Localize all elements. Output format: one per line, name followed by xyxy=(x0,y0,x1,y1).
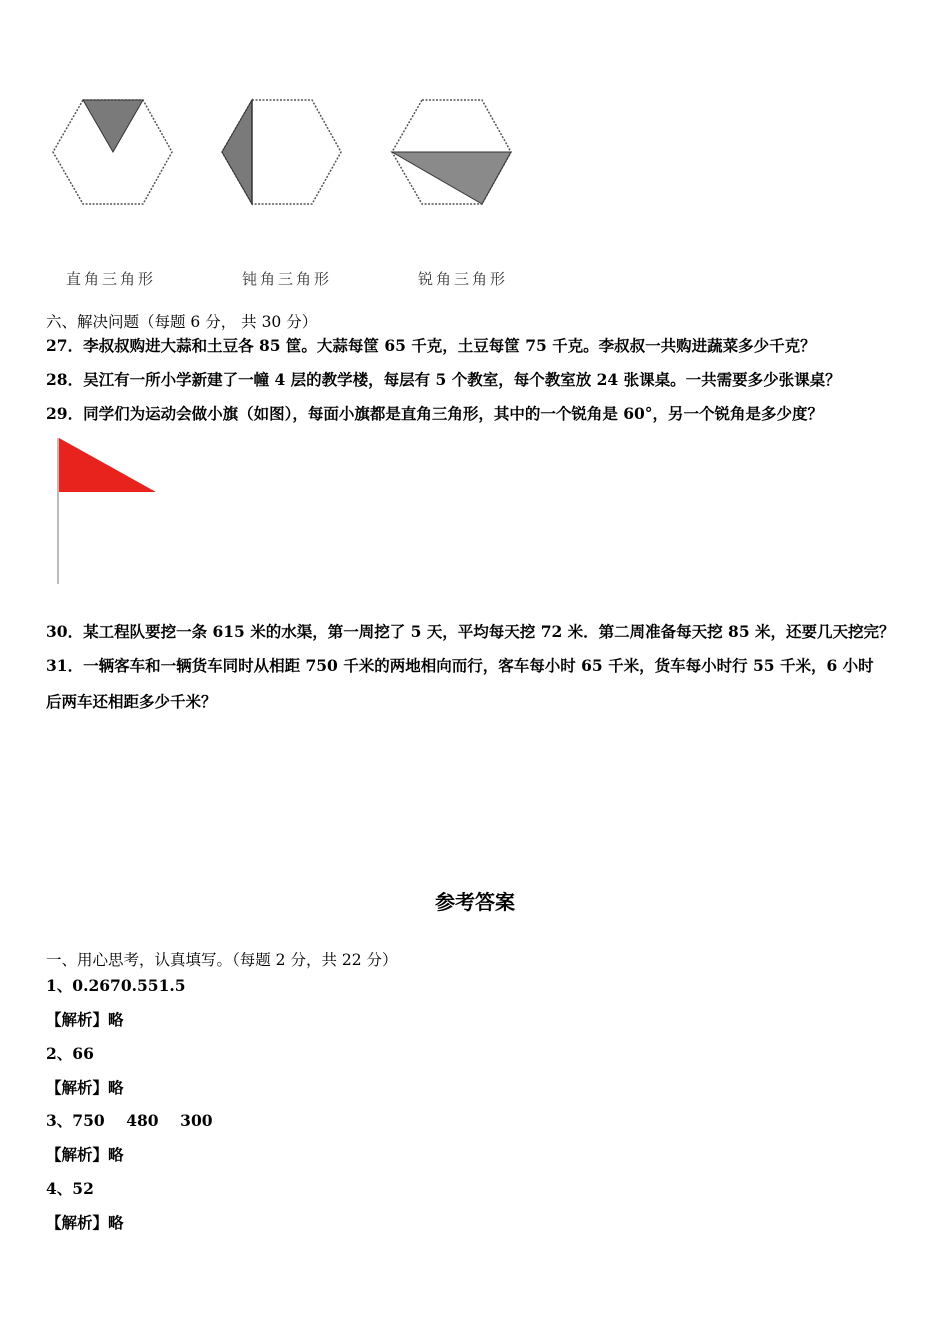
hexagon-figures xyxy=(0,0,950,300)
answer-2: 2、66 xyxy=(46,1044,94,1063)
answers-title: 参考答案 xyxy=(435,890,515,914)
question-30: 30．某工程队要挖一条 615 米的水渠，第一周挖了 5 天，平均每天挖 72 米．第二周准备每天挖 85 米，还要几天挖完？ xyxy=(46,622,895,641)
analysis-3: 【解析】略 xyxy=(46,1145,124,1164)
question-28: 28．吴江有一所小学新建了一幢 4 层的教学楼，每层有 5 个教室，每个教室放 24 张课桌。一共需要多少张课桌？ xyxy=(46,370,841,389)
answer-1: 1、0.2670.551.5 xyxy=(46,976,186,995)
section6-heading: 六、解决问题（每题 6 分， 共 30 分） xyxy=(46,313,318,331)
figure-label-right: 直角三角形 xyxy=(66,270,157,288)
answer-3: 3、750 480 300 xyxy=(46,1111,213,1130)
hexagon-figure-right-triangle xyxy=(53,100,172,204)
analysis-2: 【解析】略 xyxy=(46,1078,124,1097)
question-31-line1: 31．一辆客车和一辆货车同时从相距 750 千米的两地相向而行，客车每小时 65 千米，货车每小时行 55 千米，6 小时 xyxy=(46,656,874,675)
analysis-1: 【解析】略 xyxy=(46,1010,124,1029)
figure-label-obtuse: 钝角三角形 xyxy=(242,270,333,288)
flag-triangle xyxy=(59,438,156,492)
analysis-4: 【解析】略 xyxy=(46,1213,124,1232)
question-31-line2: 后两车还相距多少千米？ xyxy=(46,692,217,711)
question-29: 29．同学们为运动会做小旗（如图），每面小旗都是直角三角形，其中的一个锐角是 60°，另一个锐角是多少度？ xyxy=(46,404,824,423)
answer-4: 4、52 xyxy=(46,1179,94,1198)
hexagon-figure-acute-triangle xyxy=(392,100,511,204)
answers-section1-heading: 一、用心思考，认真填写。（每题 2 分，共 22 分） xyxy=(46,951,398,969)
question-27: 27．李叔叔购进大蒜和土豆各 85 筐。大蒜每筐 65 千克，土豆每筐 75 千克。李叔叔一共购进蔬菜多少千克？ xyxy=(46,336,816,355)
flag-figure xyxy=(50,432,170,592)
figure-label-acute: 锐角三角形 xyxy=(418,270,509,288)
hexagon-figure-obtuse-triangle xyxy=(222,100,341,204)
